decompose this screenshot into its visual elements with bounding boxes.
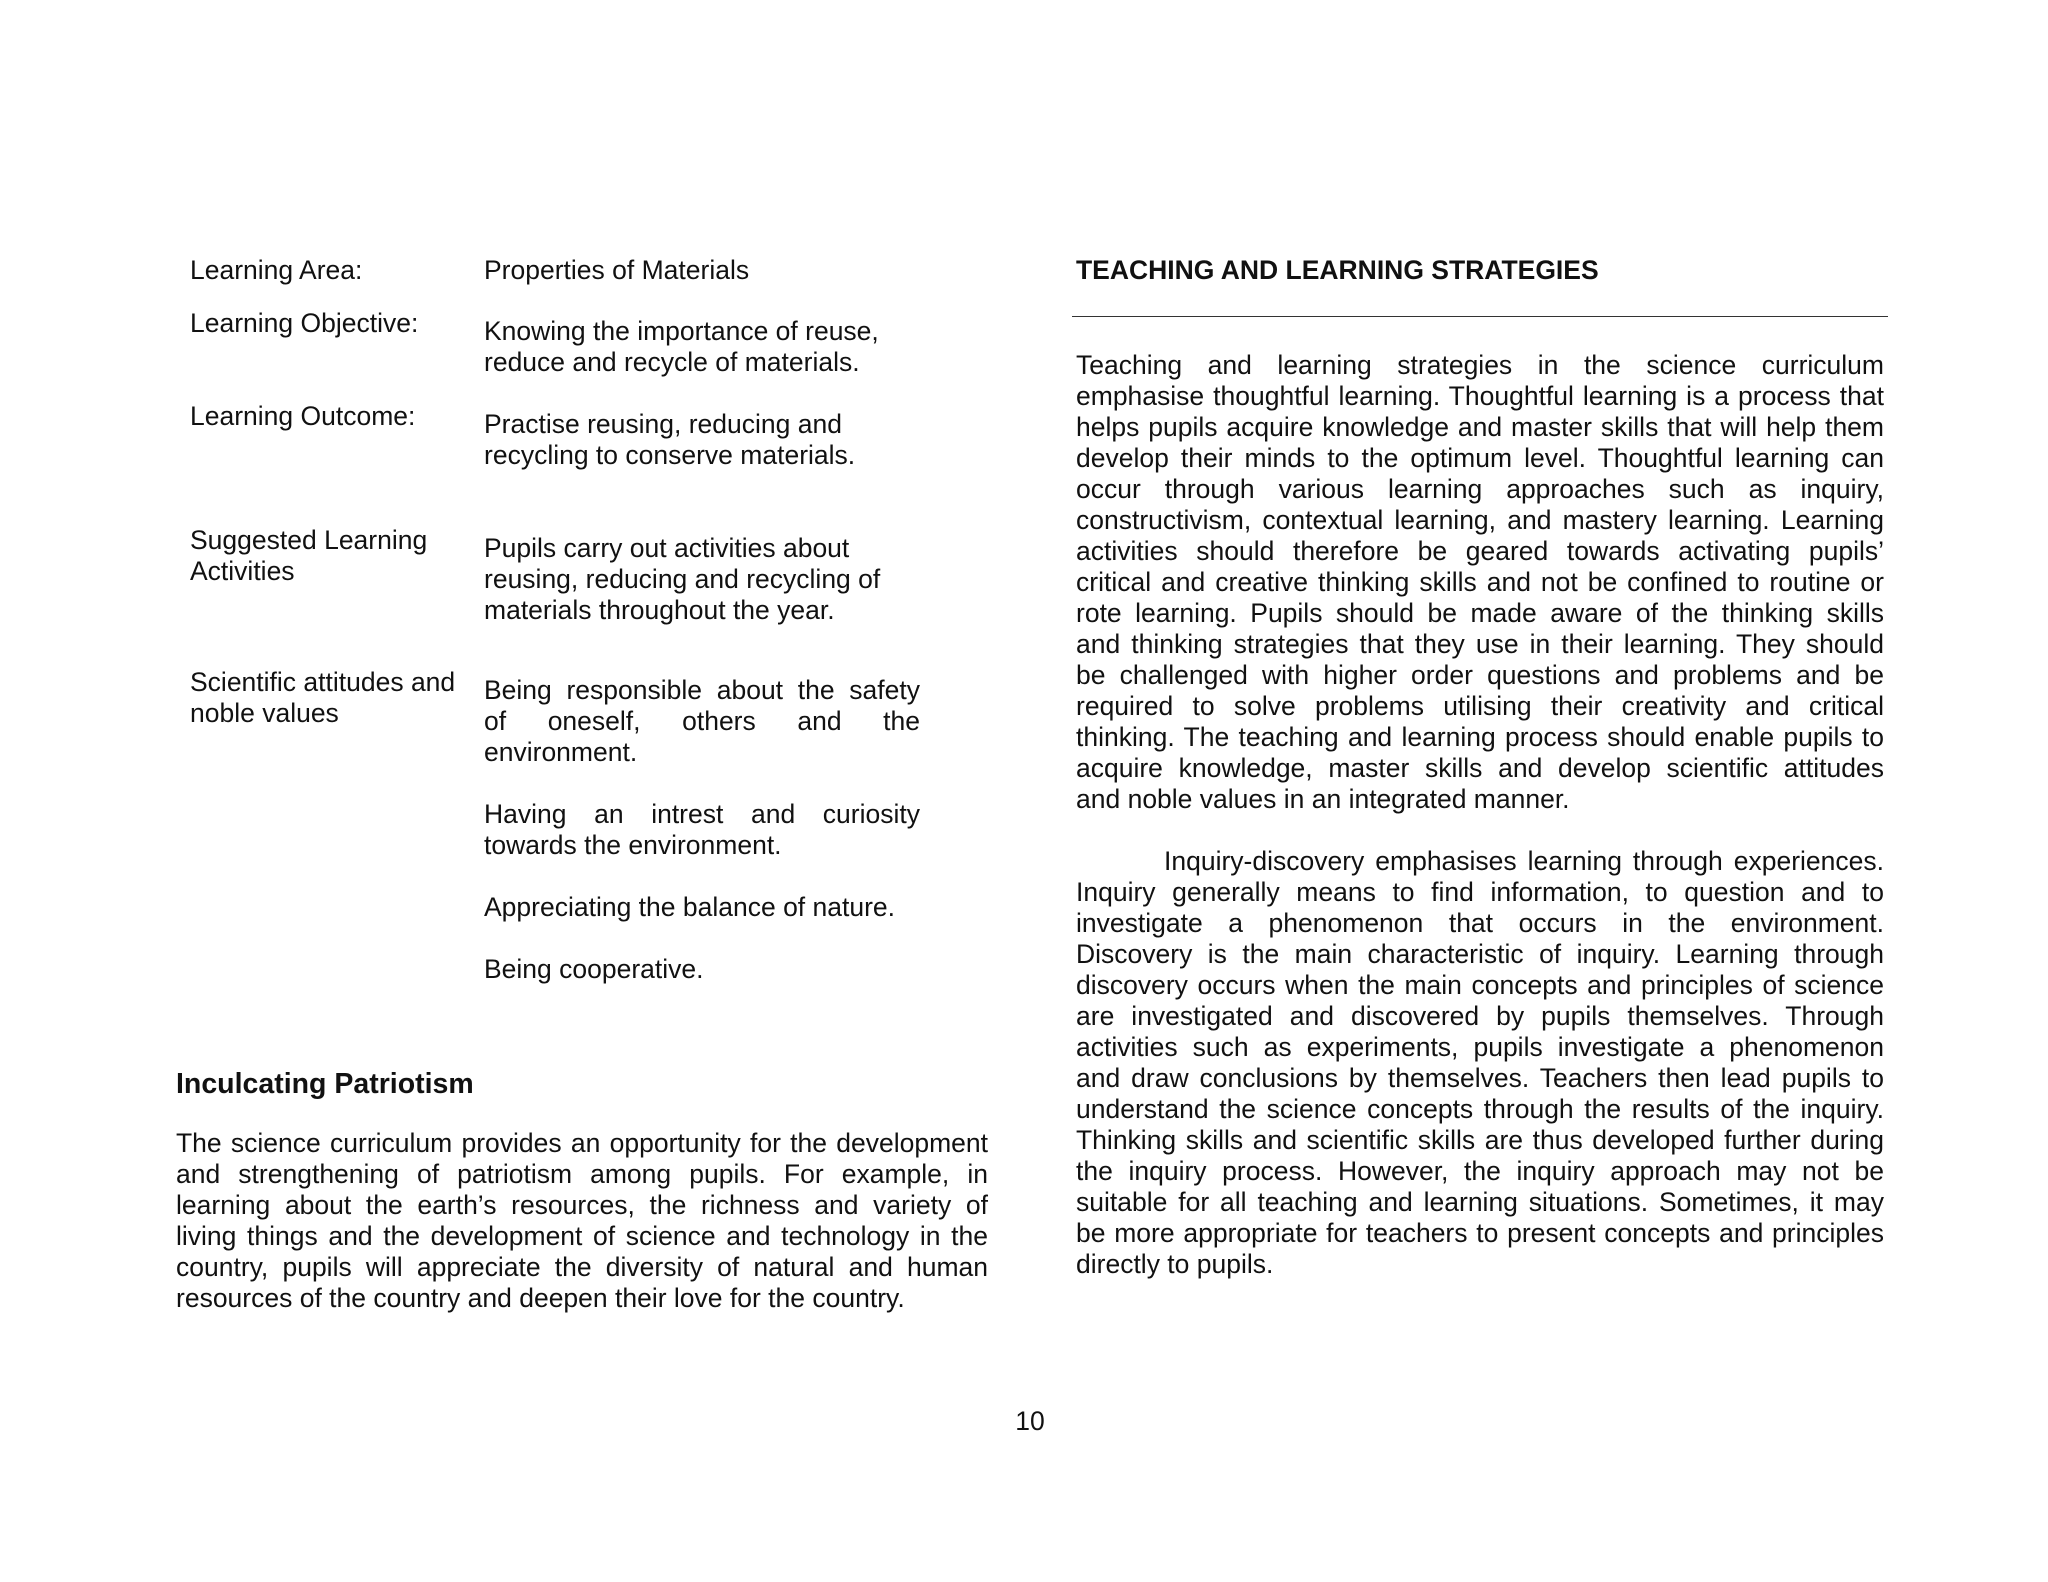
paragraph-line: Teaching and learning strategies in the science curriculum [1076,350,1884,380]
paragraph-line: activities should therefore be geared towards activating pupils’ [1076,536,1884,566]
paragraph-line: resources of the country and deepen their love for the country. [176,1283,905,1313]
paragraph-line: understand the science concepts through the results of the inquiry. [1076,1094,1884,1124]
value-line: Appreciating the balance of nature. [484,892,896,922]
value-item [484,675,920,768]
value-line: Being responsible about the safety [484,675,920,705]
paragraph-line: develop their minds to the optimum level. Thoughtful learning can [1076,443,1884,473]
outcome-line: Practise reusing, reducing and [484,409,842,439]
paragraph-line: Thinking skills and scientific skills are thus developed further during [1076,1125,1884,1155]
paragraph-line: discovery occurs when the main concepts and principles of science [1076,970,1884,1000]
learning-outcome-row [176,401,936,471]
paragraph-line: directly to pupils. [1076,1249,1274,1279]
paragraph-line: activities such as experiments, pupils investigate a phenomenon [1076,1032,1884,1062]
paragraph-line: rote learning. Pupils should be made aware of the thinking skills [1076,598,1884,628]
activities-label-line: Suggested Learning [190,525,428,555]
value-item [484,892,920,923]
value-line: towards the environment. [484,830,782,860]
patriotism-paragraph [176,1128,988,1314]
paragraph-line: Inquiry-discovery emphasises learning through experiences. [1164,846,1884,876]
paragraph-line: suitable for all teaching and learning situations. Sometimes, it may [1076,1187,1884,1217]
suggested-activities-label [176,525,484,626]
paragraph-line: Discovery is the main characteristic of inquiry. Learning through [1076,939,1884,969]
page-number: 10 [1015,1406,1045,1436]
learning-objective-value [484,316,924,378]
paragraph-line: and noble values in an integrated manner. [1076,784,1570,814]
learning-objective-row [176,308,936,378]
activities-line: Pupils carry out activities about [484,533,850,563]
objective-line: reduce and recycle of materials. [484,347,860,377]
paragraph-line: thinking. The teaching and learning process should enable pupils to [1076,722,1884,752]
scientific-attitudes-label [176,667,484,985]
activities-line: materials throughout the year. [484,595,835,625]
outcome-line: recycling to conserve materials. [484,440,856,470]
value-line: environment. [484,737,638,767]
paragraph-line: and thinking strategies that they use in their learning. They should [1076,629,1884,659]
suggested-activities-value [484,533,924,626]
paragraph-line: be challenged with higher order questions and problems and be [1076,660,1884,690]
paragraph-line: living things and the development of science and technology in the [176,1221,988,1251]
paragraph-line: constructivism, contextual learning, and mastery learning. Learning [1076,505,1884,535]
learning-area-label: Learning Area: [190,255,363,285]
paragraph-line: investigate a phenomenon that occurs in the environment. [1076,908,1884,938]
strategies-heading: TEACHING AND LEARNING STRATEGIES [1076,255,1599,285]
paragraph-line: Inquiry generally means to find information, to question and to [1076,877,1884,907]
value-line: of oneself, others and the [484,706,920,736]
learning-area-value: Properties of Materials [484,255,750,285]
value-line: Being cooperative. [484,954,704,984]
paragraph-line: are investigated and discovered by pupils themselves. Through [1076,1001,1884,1031]
paragraph-line: and draw conclusions by themselves. Teachers then lead pupils to [1076,1063,1884,1093]
strategies-paragraph-1 [1076,350,1884,815]
paragraph-line: the inquiry process. However, the inquiry approach may not be [1076,1156,1884,1186]
learning-area-row [176,255,936,286]
strategies-paragraph-2 [1076,846,1884,1280]
value-item [484,799,920,861]
paragraph-line: and strengthening of patriotism among pupils. For example, in [176,1159,988,1189]
paragraph-line: occur through various learning approaches such as inquiry, [1076,474,1884,504]
value-item [484,954,920,985]
scientific-attitudes-values [484,675,920,985]
paragraph-line: acquire knowledge, master skills and develop scientific attitudes [1076,753,1884,783]
heading-rule [1072,316,1888,317]
paragraph-line: learning about the earth’s resources, the richness and variety of [176,1190,988,1220]
suggested-activities-row [176,525,936,626]
paragraph-line: The science curriculum provides an opportunity for the development [176,1128,988,1158]
attitudes-label-line: Scientific attitudes and [190,667,456,697]
activities-label-line: Activities [190,556,295,586]
value-line: Having an intrest and curiosity [484,799,920,829]
paragraph-line: emphasise thoughtful learning. Thoughtful learning is a process that [1076,381,1884,411]
learning-objective-label: Learning Objective: [190,308,419,338]
paragraph-line: critical and creative thinking skills and not be confined to routine or [1076,567,1884,597]
activities-line: reusing, reducing and recycling of [484,564,881,594]
patriotism-heading: Inculcating Patriotism [176,1068,474,1100]
paragraph-line: country, pupils will appreciate the diversity of natural and human [176,1252,988,1282]
paragraph-line: required to solve problems utilising their creativity and critical [1076,691,1884,721]
learning-outcome-value [484,409,924,471]
attitudes-label-line: noble values [190,698,339,728]
objective-line: Knowing the importance of reuse, [484,316,879,346]
paragraph-line: be more appropriate for teachers to present concepts and principles [1076,1218,1884,1248]
learning-outcome-label: Learning Outcome: [190,401,416,431]
scientific-attitudes-row [176,667,936,985]
paragraph-line: helps pupils acquire knowledge and master skills that will help them [1076,412,1884,442]
